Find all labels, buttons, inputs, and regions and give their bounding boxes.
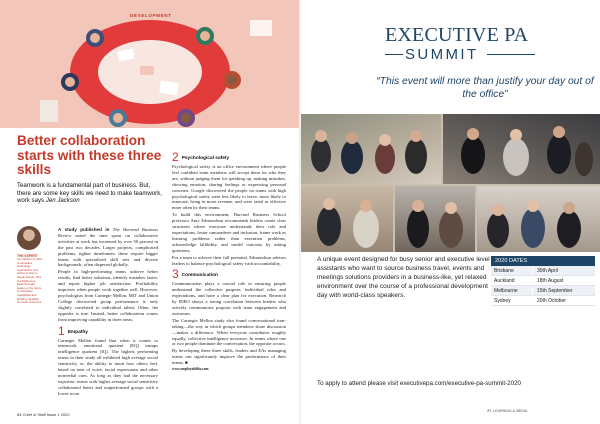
dates-table-body	[491, 266, 595, 306]
standfirst-text: Teamwork is a fundamental part of business. But, there are some key skills we need to make teamwork, work says	[17, 182, 162, 204]
author-bio: Jen Jackson is CEO of education technology organisation and author of How to Speak Human. She is a Melbourne-based thought leader on the future of workplace capabilities and building capability for better outcomes.	[17, 257, 43, 305]
section-3-number: 3	[172, 267, 179, 282]
event-photo-3	[301, 186, 393, 252]
section-2-body: Psychological safety is an office environment where people feel confident team members will accept them for who they are, without judging them for speaking up, making mistakes, showing emotion, sharing feelings or expressing personal concerns. Google discovered the people on teams with high psychological safety were less likely to leave, more likely to innovate, bring in more revenue, and were rated as effective more often by their teams.	[172, 164, 286, 211]
event-dates-table	[491, 256, 595, 306]
section-2-title: Psychological safety	[181, 156, 230, 161]
right-page	[301, 0, 600, 424]
brand-subtitle: SUMMIT	[405, 46, 479, 63]
apply-link[interactable]: To apply to attend please visit executivepa.com/executive-pa-summit-2020	[317, 380, 521, 387]
section-1-title: Empathy	[67, 329, 88, 335]
date-city: Auckland	[491, 276, 533, 285]
section-3-body-3: By developing these three skills, leaders and EAs managing teams can significantly improve the performance of their teams. ■	[172, 348, 286, 366]
article-headline: Better collaboration starts with these three skills	[17, 133, 162, 177]
date-value: 30th April	[537, 267, 558, 274]
section-3-web-link[interactable]: www.employability.com	[172, 367, 209, 372]
brand-rule-left	[385, 54, 403, 55]
article-column-1	[58, 227, 158, 398]
date-row	[491, 296, 595, 306]
article-column-2	[172, 152, 286, 374]
date-value: 18th August	[537, 277, 564, 284]
date-value: 15th September	[537, 287, 573, 294]
section-3-heading	[172, 269, 286, 280]
date-city: Brisbane	[491, 266, 533, 275]
intro-lead: A study published in	[58, 227, 113, 232]
left-page	[0, 0, 299, 424]
standfirst-author: Jen Jackson	[45, 197, 80, 204]
author-photo	[17, 226, 41, 250]
section-2-heading	[172, 152, 286, 163]
date-city: Sydney	[491, 296, 533, 305]
section-1-body: Carnegie Mellon found that when it comes to teamwork, emotional quotient (EQ) trumps intelligence quotient (IQ). The highest performing teams in their study all exhibited high average social sensitivity, or, the ability to intuit how others feel, based on tone of voice, facial expressions and other nonverbal cues. As long as they had the necessary expertise, teams with higher average social sensitivity collaborated better and outperformed groups with a lower score.	[58, 337, 158, 396]
paragraph-2: People in high-performing teams achieve better results, find better solutions, identify mistakes faster, and report higher job satisfaction. Profitability improves when people work together well. However, psychologists from Carnegie Mellon, MIT and Union College discovered group performance is only slightly correlated to individual talent. Often, the opposite is true. Instead, better collaboration comes from improving capability in three areas.	[58, 269, 158, 322]
event-photo-1	[301, 114, 441, 184]
event-photo-4	[395, 186, 475, 252]
brand-title: EXECUTIVE PA	[385, 24, 529, 46]
section-tag: DEVELOPMENT	[130, 13, 172, 18]
date-row	[491, 276, 595, 286]
section-2-body-2: To build this environment, Harvard Business School professor Amy Edmondson recommends leaders create clear structures where everyone understands their role and expectations, foster camaraderie and inclusion, frame work as learning problems rather than execution problems, acknowledge fallibility, and model curiosity by asking questions.	[172, 212, 286, 253]
event-description: A unique event designed for busy senior and executive level assistants who want to source business travel, events and meetings solutions providers in a business-like, yet relaxed environment over the course of a professional development day with world-class speakers.	[317, 256, 490, 299]
hero-illustration	[0, 0, 299, 128]
section-2-number: 2	[172, 150, 179, 164]
section-3-title: Communication	[181, 273, 218, 279]
event-photo-2	[443, 114, 600, 184]
date-row	[491, 266, 595, 276]
event-photo-collage	[301, 114, 600, 252]
publisher-credit: IPL LEARNING & MEDIA	[487, 409, 528, 413]
article-standfirst	[17, 182, 162, 205]
brand-rule-right	[487, 54, 535, 55]
intro-source: The Harvard Business Review	[58, 227, 158, 238]
testimonial-quote: “This event will more than justify your day out of the office”	[376, 76, 594, 100]
section-3-body-2: The Carnegie Mellon study also found conversational turn-taking—the way in which groups members share discussion—makes a difference. When everyone contributes roughly equally, collective intelligence increases. In teams where one or two people dominate the conversation, the opposite occurs.	[172, 317, 286, 347]
date-value: 20th October	[537, 297, 566, 304]
date-city: Melbourne	[491, 286, 533, 295]
intro-rest: noted the time spent on collaborative activities at work has increased by over 50 percent in the past two decades. Larger projects, complicated problems, tighter timeframes; these require bigger teams with specialised skill sets and diverse backgrounds, often dispersed globally.	[58, 232, 158, 268]
section-2-body-3: For a team to achieve their full potential, Edmondson advises leaders to balance psychological safety with accountability.	[172, 254, 286, 266]
author-label: THE EXPERT	[17, 254, 38, 258]
section-3-body: Communication plays a crucial role in ensuring people understand the collective purpose, individual roles and expectations, and have a clear plan for execution. Research by IDEO shows a strong correlation between leaders who actively communicate purpose with team engagement and outcomes.	[172, 281, 286, 316]
intro-paragraph	[58, 227, 158, 268]
page-folio: 64 Chief of Staff Issue 1 2020	[17, 412, 70, 417]
dates-table-header: 2020 DATES	[491, 256, 595, 266]
section-1-number: 1	[58, 323, 65, 338]
team-table-illustration	[0, 0, 299, 128]
date-row	[491, 286, 595, 296]
event-photo-5	[477, 186, 600, 252]
section-1-heading	[58, 323, 158, 338]
